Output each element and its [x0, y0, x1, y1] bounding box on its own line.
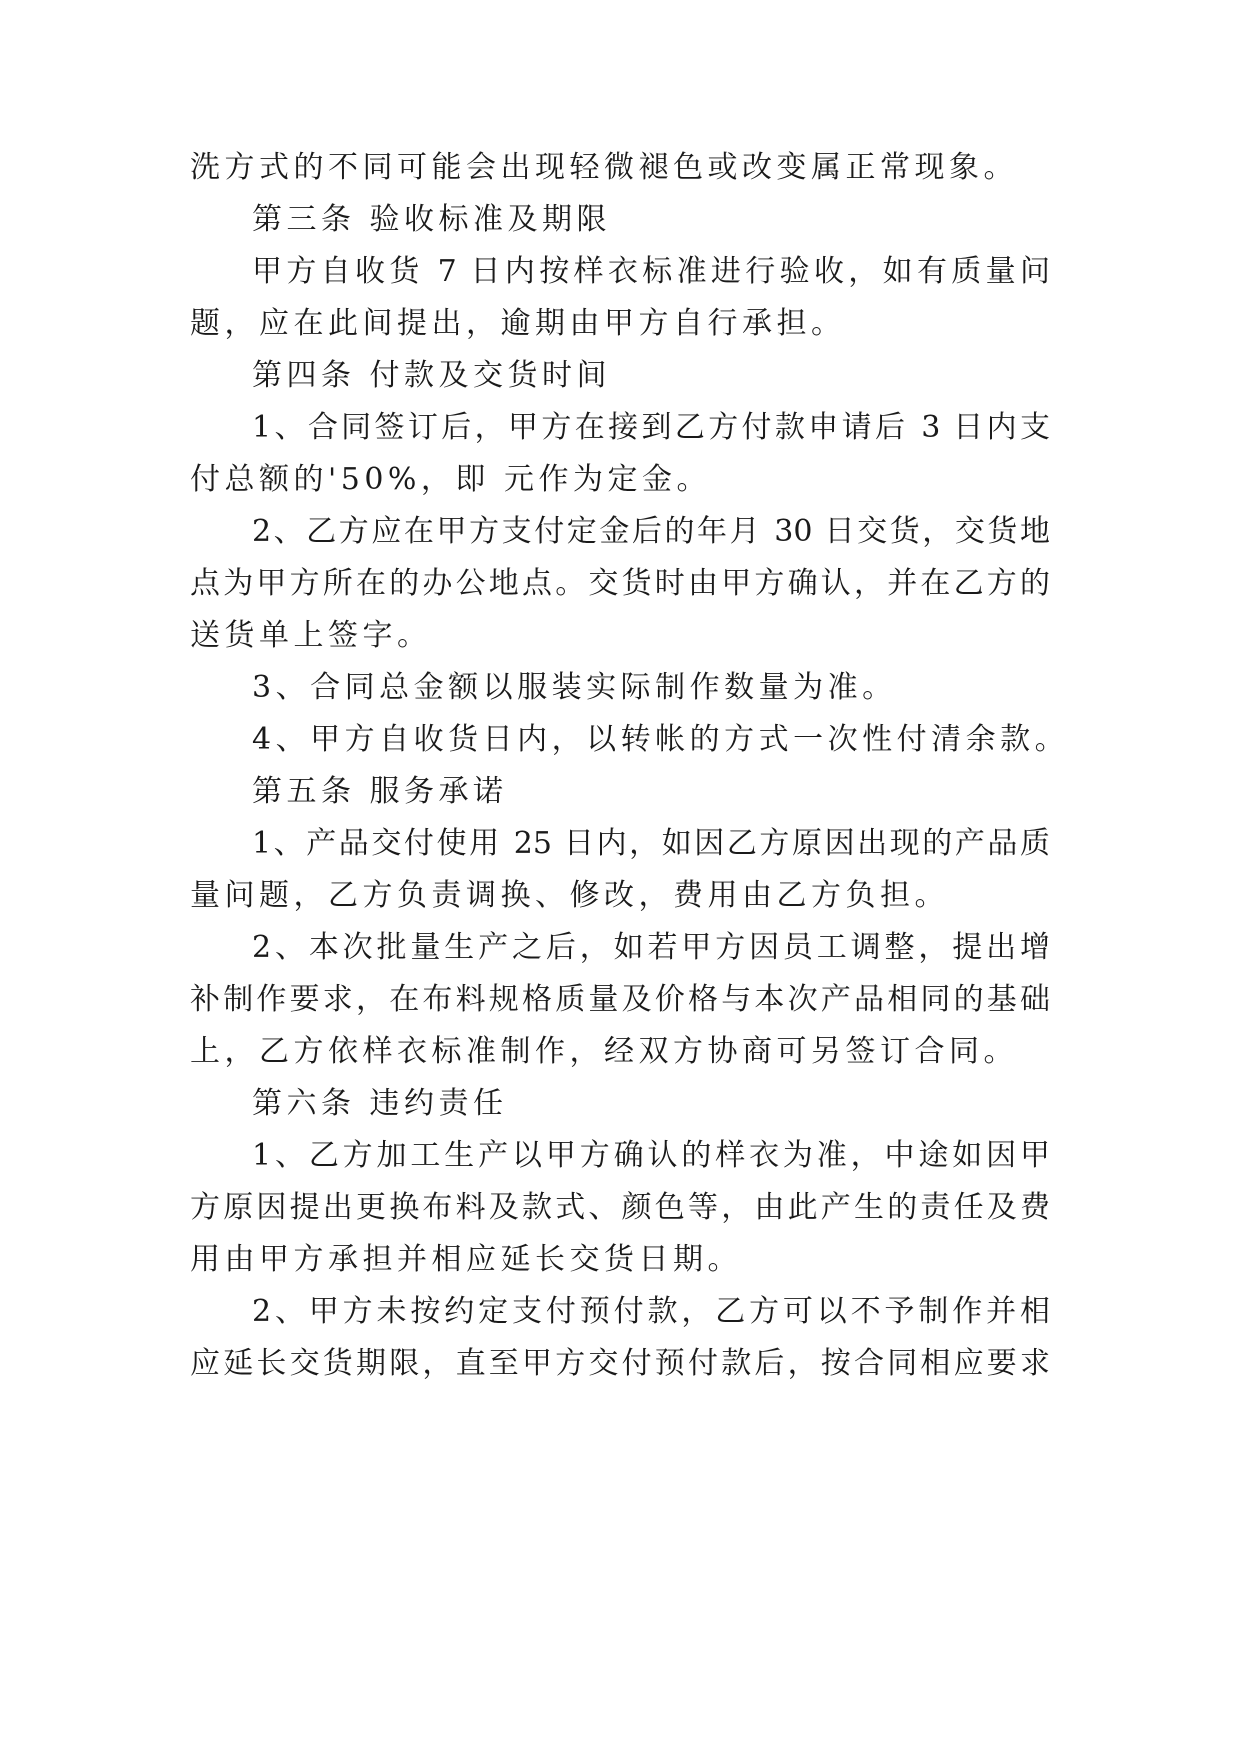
- section-heading: 第四条 付款及交货时间: [252, 358, 612, 393]
- section-heading: 第六条 违约责任: [252, 1086, 508, 1121]
- paragraph-line: 题，应在此间提出，逾期由甲方自行承担。: [190, 306, 846, 341]
- paragraph-line: 3、合同总金额以服装实际制作数量为准。: [252, 670, 897, 705]
- section-heading: 第五条 服务承诺: [252, 774, 508, 809]
- paragraph-line: 上，乙方依样衣标准制作，经双方协商可另签订合同。: [190, 1034, 1018, 1069]
- paragraph-line: 方原因提出更换布料及款式、颜色等，由此产生的责任及费: [190, 1190, 1050, 1225]
- paragraph-line: 洗方式的不同可能会出现轻微褪色或改变属正常现象。: [190, 150, 1018, 185]
- paragraph-line: 甲方自收货 7 日内按样衣标准进行验收，如有质量问: [252, 254, 1050, 289]
- paragraph-line: 1、乙方加工生产以甲方确认的样衣为准，中途如因甲: [252, 1138, 1050, 1173]
- paragraph-line: 送货单上签字。: [190, 618, 432, 653]
- paragraph-line: 2、乙方应在甲方支付定金后的年月 30 日交货，交货地: [252, 514, 1050, 549]
- paragraph-line: 4、甲方自收货日内，以转帐的方式一次性付清余款。: [252, 722, 1070, 757]
- paragraph-line: 1、合同签订后，甲方在接到乙方付款申请后 3 日内支: [252, 410, 1050, 445]
- section-heading: 第三条 验收标准及期限: [252, 202, 612, 237]
- paragraph-line: 补制作要求，在布料规格质量及价格与本次产品相同的基础: [190, 982, 1050, 1017]
- paragraph-line: 点为甲方所在的办公地点。交货时由甲方确认，并在乙方的: [190, 566, 1050, 601]
- paragraph-line: 量问题，乙方负责调换、修改，费用由乙方负担。: [190, 878, 949, 913]
- paragraph-line: 应延长交货期限，直至甲方交付预付款后，按合同相应要求: [190, 1346, 1050, 1381]
- paragraph-line: 2、本次批量生产之后，如若甲方因员工调整，提出增: [252, 930, 1050, 965]
- paragraph-line: 2、甲方未按约定支付预付款，乙方可以不予制作并相: [252, 1294, 1050, 1329]
- paragraph-line: 用由甲方承担并相应延长交货日期。: [190, 1242, 742, 1277]
- paragraph-line: 付总额的'50%，即 元作为定金。: [190, 462, 711, 497]
- paragraph-line: 1、产品交付使用 25 日内，如因乙方原因出现的产品质: [252, 826, 1050, 861]
